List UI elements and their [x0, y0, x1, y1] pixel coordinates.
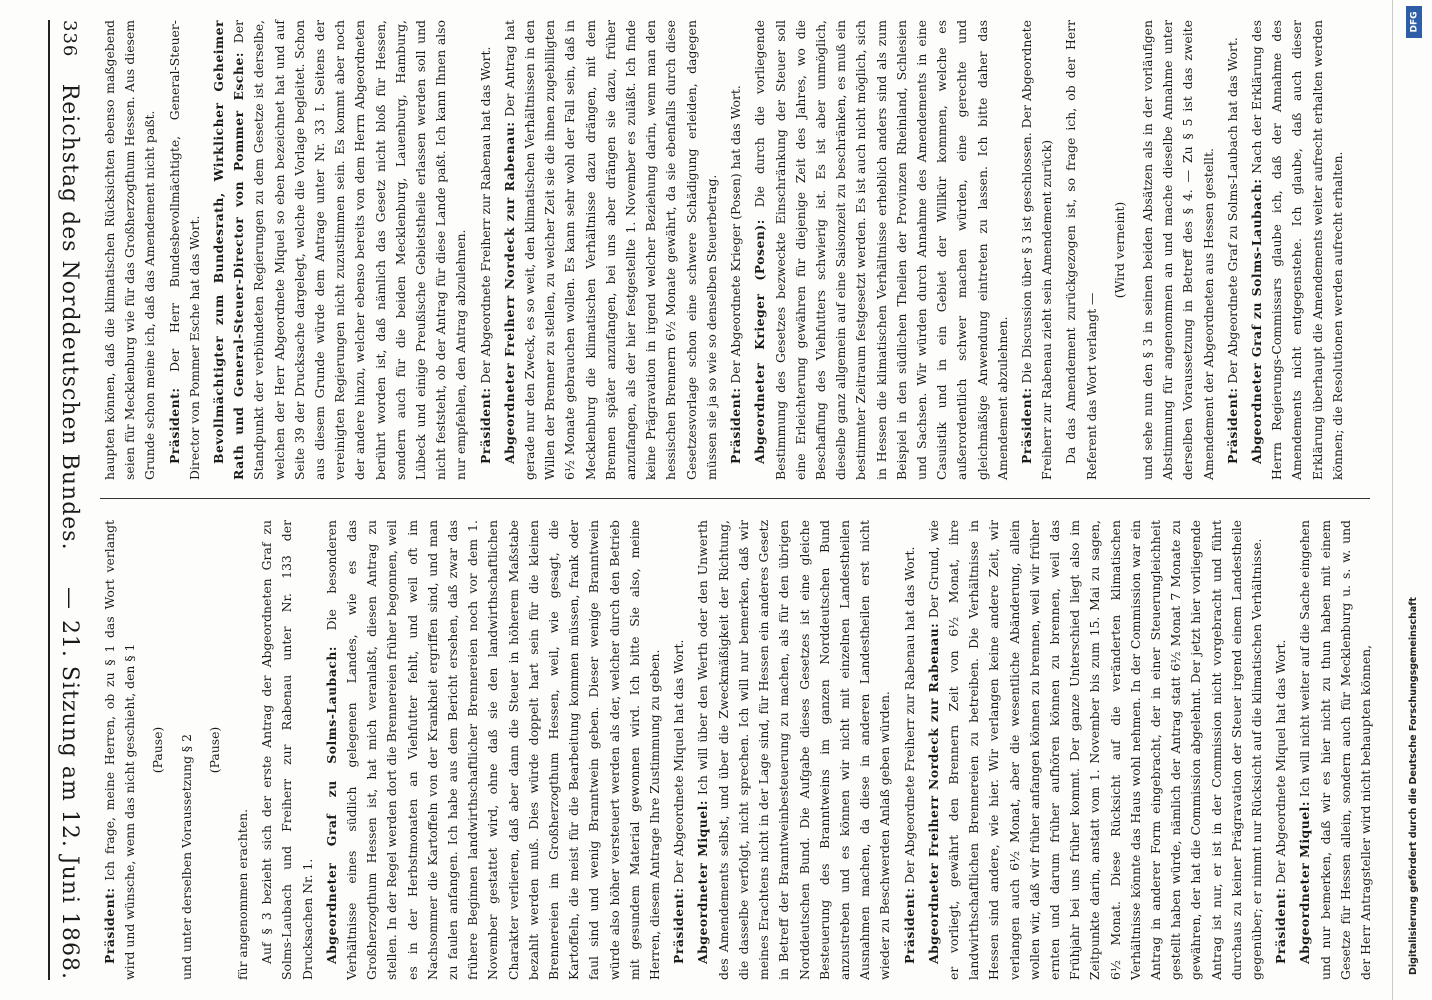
- paragraph-text: Der Abgeordnete Freiherr zur Rabenau hat das Wort.: [901, 546, 917, 884]
- paragraph: [669, 520, 689, 980]
- speaker-name: Abgeordneter Miquel:: [1297, 801, 1313, 964]
- paragraph-text: Da das Amendement zurückgezogen ist, so frage ich, ob der Herr Referent das Wort verlangt —: [1063, 20, 1099, 480]
- speaker-name: Präsident:: [166, 387, 182, 464]
- paragraph-text: und unter derselben Voraussetzung § 2: [178, 734, 194, 980]
- left-column: [100, 520, 1373, 980]
- stage-direction: [148, 520, 168, 980]
- speaker-name: Abgeordneter Krieger (Posen):: [752, 219, 768, 464]
- page-number: 336: [59, 20, 81, 58]
- paragraph: [924, 520, 1267, 980]
- paragraph: [1017, 20, 1057, 480]
- speaker-name: Abgeordneter Freiherr Nordeck zur Rabenau:: [501, 121, 517, 464]
- paragraph-text: Der Abgeordnete Krieger (Posen) hat das Wort.: [728, 85, 744, 384]
- paragraph-text: (Pause): [150, 726, 166, 774]
- paragraph-text: Der Abgeordnete Graf zu Solms-Laubach hat das Wort.: [1224, 37, 1240, 384]
- paragraph: [1295, 520, 1376, 980]
- paragraph: [726, 20, 746, 480]
- session-title: 21. Sitzung am 12. Juni 1868.: [57, 619, 83, 980]
- paragraph: [233, 520, 253, 980]
- paragraph-text: Nach der Erklärung des Herrn Regierungs-Commissars glaube ich, daß der Annahme des Amendements nicht entgegenstehe. Ich glaube, daß auch dieser Erklärung überhaupt die Amendements weiter aufrecht erhalten werden können; die Resolutionen werden aufrecht erhalten.: [1248, 20, 1345, 480]
- column-divider: [100, 498, 1370, 499]
- paragraph: [209, 20, 472, 480]
- paragraph: [257, 520, 318, 980]
- paragraph: [900, 520, 920, 980]
- paragraph-text: Die Discussion über § 3 ist geschlossen. Der Abgeordnete Freiherr zur Rabenau zieht sein Amendement zurück): [1018, 20, 1055, 480]
- paragraph: [165, 20, 205, 480]
- paragraph-text: Der Abgeordnete Freiherr zur Rabenau hat das Wort.: [477, 46, 493, 384]
- speaker-name: Abgeordneter Graf zu Solms-Laubach:: [323, 646, 339, 964]
- publication-title: Reichstag des Norddeutschen Bundes.: [57, 83, 83, 551]
- paragraph: [476, 20, 496, 480]
- paragraph-text: Auf § 3 bezieht sich der erste Antrag der Abgeordneten Graf zu Solms-Laubach und Freiherr zur Rabenau unter Nr. 133 der Drucksachen Nr. 1.: [259, 520, 315, 980]
- dfg-logo-text: DFG: [1409, 11, 1420, 33]
- paragraph: [1138, 20, 1219, 480]
- speaker-name: Abgeordneter Graf zu Solms-Laubach:: [1248, 178, 1264, 464]
- rotated-page: [10, 0, 1390, 1000]
- speaker-name: Präsident:: [901, 887, 917, 964]
- paragraph: [1061, 20, 1101, 480]
- speaker-name: Abgeordneter Miquel:: [695, 800, 711, 964]
- paragraph-text: Die besonderen Verhältnisse eines südlich gelegenen Landes, wie es das Großherzogthum Hessen ist, hat mich veranlaßt, diesen Antrag zu stellen. In der Regel werden dort die Brennereien früher begonnen, weil es in der Herbstmonaten an Viehfutter fehlt, und weil oft im Nachsommer die Kartoffeln von der Krankheit ergriffen sind, und man zu faulen anfangen. Ich habe aus dem Bericht ersehen, daß zwar das frühere Beginnen landwirthschaftlicher Brennereien noch vor dem 1. November gestattet wird, ohne daß sie den landwirthschaftlichen Charakter verlieren, daß aber dann die Steuer in höherem Maßstabe bezahlt werden muß. Dies würde doppelt hart sein für die kleinen Brennereien im Großherzogthum Hessen, weil, wie gesagt, die Kartoffeln, die meist für die Bearbeitung kommen müssen, frank oder faul sind und wenig Branntwein geben. Dieser wenige Branntwein würde also höher versteuert werden als der, welcher durch den Betrieb mit gesundem Material gewonnen wird. Ich bitte Sie also, meine Herren, diesem Antrage Ihre Zustimmung zu geben.: [323, 520, 663, 980]
- paragraph-text: Der Herr Bundesbevollmächtigte, General-Steuer-Director von Pommer Esche hat das Wort.: [166, 20, 202, 480]
- speaker-name: Abgeordneter Freiherr Nordeck zur Rabenau:: [925, 622, 941, 964]
- speaker-name: Bevollmächtigter zum Bundesrath, Wirklicher Geheimer Rath und General-Steuer-Director von Pommer Esche:: [211, 20, 247, 480]
- paragraph-text: Der Antrag hat gerade nur den Zweck, es so weit, den klimatischen Verhältnissen in den Willen der Brenner zu stellen, zu welcher Zeit sie die ihnen zugebilligten 6½ Monate gebrauchen wollen. Es kann sehr wohl der Fall sein, daß in Mecklenburg die klimatischen Verhältnisse dazu drängen, mit dem Brennen später anzufangen, bei uns aber drängen sie dazu, früher anzufangen, als der hier festgestellte 1. November es zuläßt. Ich finde keine Prägravation in irgend welcher Beziehung darin, wenn man den hessischen Brennern 6½ Monate gewährt, da sie ebenfalls durch diese Gesetzesvorlage schon eine schwere Schädigung erleiden, dagegen müssen sie ja so wie so denselben Steuerbetrag.: [501, 20, 719, 480]
- paragraph: [1223, 20, 1243, 480]
- speaker-name: Präsident:: [1018, 387, 1034, 464]
- speaker-name: Präsident:: [671, 887, 687, 964]
- page-header: [48, 20, 90, 980]
- paragraph-text: Ich will über den Werth oder den Unwerth des Amendements selbst, und über die Zweckmäßigkeit der Richtung, die dasselbe verfolgt, nicht sprechen. Ich will nur bemerken, daß wir meines Erachtens nicht in der Lage sind, für Hessen ein anderes Gesetz in Betreff der Branntweinbesteuerung zu machen, als für den übrigen Norddeutschen Bund. Die Aufgabe dieses Gesetzes ist eine gleiche Besteuerung des Branntweins im ganzen Norddeutschen Bund anzustreben und es können wir nicht mit einzelnen Landestheilen Ausnahmen machen, da diese in anderen Landestheilen erst nicht wieder zu Beschwerden Anlaß geben würden.: [695, 520, 893, 980]
- paragraph: [177, 520, 197, 980]
- paragraph: [1271, 520, 1291, 980]
- digitization-credit: Digitalisierung gefördert durch die Deutsche Forschungsgemeinschaft: [1408, 597, 1419, 975]
- paragraph: [750, 20, 1013, 480]
- speaker-name: Präsident:: [102, 887, 117, 964]
- paragraph-text: für angenommen erachten.: [235, 808, 251, 980]
- right-column: [100, 20, 1370, 480]
- speaker-name: Präsident:: [1224, 387, 1240, 464]
- paragraph-text: Ich will nicht weiter auf die Sache eingehen und nur bemerken, daß wir es hier nicht zu thun haben mit einem Gesetze für Hessen allein, sondern auch für Mecklenburg u. s. w. und der Herr Antragsteller wird nicht behaupten können,: [1297, 520, 1373, 980]
- speaker-name: Präsident:: [1273, 887, 1289, 964]
- stage-direction: [205, 520, 225, 980]
- paragraph-text: Die durch die vorliegende Bestimmung des Gesetzes bezweckte Einschränkung der Steuer soll eine Erleichterung gewähren für diejenige Zeit des Jahres, wo die Beschaffung des Viehfutters schwierig ist. Es ist aber unmöglich, dieselbe ganz allgemein auf eine Saisonzeit zu beschränken, es muß ein bestimmter Zeitraum festgesetzt werden. Es ist auch nicht möglich, sich in Hessen die klimatischen Verhältnisse erheblich anders sind als zum Beispiel in den südlichen Theilen der Provinzen Rheinland, Schlesien und Sachsen. Wir würden durch Annahme des Amendements in eine Casuistik und in ein Gebiet der Willkür kommen, welche es außerordentlich schwer machen würden, eine gerechte und gleichmäßige Anwendung eintreten zu lassen. Ich bitte daher das Amendement abzulehnen.: [752, 20, 1010, 480]
- stage-direction: [1110, 20, 1130, 480]
- paragraph-text: (Pause): [206, 726, 222, 774]
- paragraph-text: Der Grund, wie er vorliegt, gewährt den Brennern Zeit von 6½ Monat, ihre landwirthschaftlichen Brennereien zu betreiben. Die Verhältnisse in Hessen sind andere, wie hier. Wir verlangen keine andere Zeit, wir verlangen auch 6½ Monat, aber die wesentliche Abänderung, allein wollen wir, daß wir früher anfangen können zu brennen, weil wir früher ernten und darum früher aufhören können zu brennen, weil das Frühjahr bei uns früher kommt. Der ganze Unterschied liegt also im Zeitpunkte darin, anstatt vom 1. November bis zum 15. Mai zu sagen, 6½ Monat. Diese Rücksicht auf die veränderten klimatischen Verhältnisse könnte das Haus wohl nehmen. In der Commission war ein Antrag in anderer Form eingebracht, der in einer Steuerungleichheit gestellt haben würde, nämlich der Antrag statt 6½ Monat 7 Monate zu gewähren, der hat die Commission abgelehnt. Der jetzt hier vorliegende Antrag ist nur, er ist in der Commission nicht vorgebracht und führt durchaus zu keiner Prägravation der Steuer irgend einem Landestheile gegenüber; er nimmt nur Rücksicht auf die klimatischen Verhältnisse.: [925, 520, 1264, 980]
- paragraph-text: (Wird verneint): [1111, 201, 1127, 299]
- paragraph-text: Ich frage, meine Herren, ob zu § 1 das Wort verlangt wird und wünsche, wenn das nicht geschieht, den § 1: [102, 520, 138, 980]
- speaker-name: Präsident:: [728, 387, 744, 464]
- paragraph: [322, 520, 665, 980]
- header-separator: —: [57, 586, 83, 610]
- paragraph: [100, 520, 140, 980]
- paragraph-text: Der Abgeordnete Miquel hat das Wort.: [671, 639, 687, 884]
- paragraph: [100, 20, 161, 480]
- page-edge: [1392, 0, 1393, 1000]
- paragraph: [693, 520, 895, 980]
- speaker-name: Präsident:: [477, 387, 493, 464]
- paragraph: [500, 20, 722, 480]
- paragraph-text: haupten können, daß die klimatischen Rücksichten ebenso maßgebend seien für Mecklenburg wie für das Großherzogthum Hessen. Aus diesem Grunde schon meine ich, daß das Amendement nicht paßt.: [102, 20, 158, 480]
- paragraph-text: Der Standpunkt der verbündeten Regierungen zu dem Gesetze ist derselbe, welchen der Herr Abgeordnete Miquel so eben bezeichnet hat und auf Seite 39 der Drucksache dargelegt, welche die Vorlage begleitet. Schon aus diesem Grunde würde dem Antrage unter Nr. 33 I. Seitens der vereinigten Regierungen nicht zuzustimmen sein. Es kommt aber noch der andere hinzu, welcher ebenso bereits von dem Herrn Abgeordneten berührt worden ist, daß nämlich das Gesetz nicht bloß für Hessen, sondern auch für die beiden Mecklenburg, Lauenburg, Hamburg, Lübeck und einige Preußische Gebietstheile erlassen werden soll und nicht feststeht, ob der Antrag für diese Lande paßt. Ich kann Ihnen also nur empfehlen, den Antrag abzulehnen.: [231, 20, 469, 480]
- paragraph-text: und sehe nun den § 3 in seinen beiden Absätzen als in der vorläufigen Abstimmung für angenommen an und mache dieselbe Annahme unter derselben Voraussetzung in Betreff des § 4. — Zu § 5 ist das zweite Amendement der Abgeordneten aus Hessen gestellt.: [1139, 20, 1216, 480]
- paragraph-text: Der Abgeordnete Miquel hat das Wort.: [1273, 639, 1289, 884]
- dfg-logo: [1406, 6, 1422, 38]
- paragraph: [1247, 20, 1348, 480]
